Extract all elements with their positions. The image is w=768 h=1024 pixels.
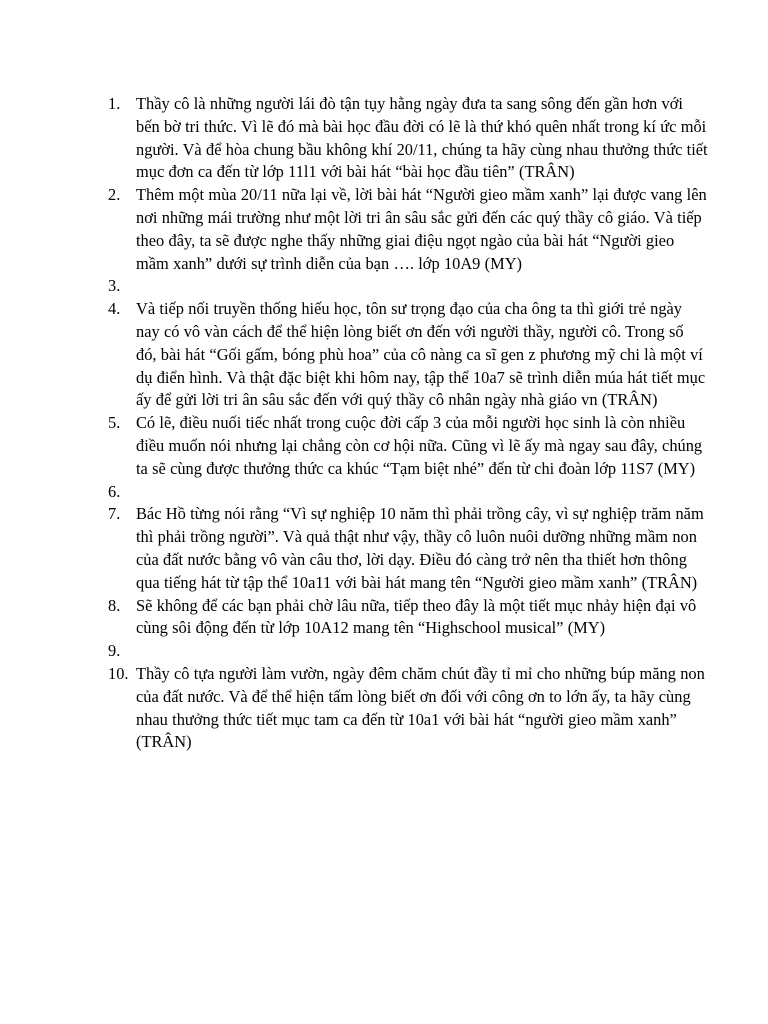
list-item-text: Sẽ không để các bạn phải chờ lâu nữa, tiếp theo đây là một tiết mục nhảy hiện đại vô cùng sôi động đến từ lớp 10A12 mang tên “Highschool musical” (MY) xyxy=(136,595,697,638)
list-item-number: 9. xyxy=(108,641,121,661)
list-item-text: Và tiếp nối truyền thống hiếu học, tôn sư trọng đạo của cha ông ta thì giới trẻ ngày nay có vô vàn cách để thể hiện lòng biết ơn đến với người thầy, người cô. Trong số đó, bài hát “Gối gấm, bóng phù hoa” của cô nàng ca sĩ gen z phương mỹ chi là một ví dụ điển hình. Và thật đặc biệt khi hôm nay, tập thể 10a7 sẽ trình diễn múa hát tiết mục ấy để gửi lời tri ân sâu sắc đến với quý thầy cô nhân ngày nhà giáo vn (TRÂN) xyxy=(136,299,706,410)
list-item-text xyxy=(136,640,708,663)
list-item xyxy=(108,184,708,275)
list-item xyxy=(108,93,708,184)
list-item-text: Thầy cô là những người lái đò tận tụy hằng ngày đưa ta sang sông đến gần hơn với bến bờ tri thức. Vì lẽ đó mà bài học đầu đời có lẽ là thứ khó quên nhất trong kí ức mỗi người. Và để hòa chung bầu không khí 20/11, chúng ta hãy cùng nhau thưởng thức tiết mục đơn ca đến từ lớp 11l1 với bài hát “bài học đầu tiên” (TRÂN) xyxy=(136,94,708,182)
list-item xyxy=(108,503,708,594)
list-item-number: 7. xyxy=(108,504,121,524)
list-item-number: 10. xyxy=(108,663,129,683)
list-item xyxy=(108,663,708,754)
list-item xyxy=(108,481,708,504)
list-item-number: 2. xyxy=(108,185,121,205)
list-item xyxy=(108,298,708,412)
list-item-text xyxy=(136,275,708,298)
list-item-number: 1. xyxy=(108,94,121,113)
list-item-number: 6. xyxy=(108,481,121,501)
list-item xyxy=(108,412,708,480)
list-item-number: 5. xyxy=(108,413,121,433)
numbered-list xyxy=(108,93,708,754)
list-item-text: Có lẽ, điều nuối tiếc nhất trong cuộc đời cấp 3 của mỗi người học sinh là còn nhiều điều muốn nói nhưng lại chẳng còn cơ hội nữa. Cũng vì lẽ ấy mà ngay sau đây, chúng ta sẽ cùng được thưởng thức ca khúc “Tạm biệt nhé” đến từ chi đoàn lớp 11S7 (MY) xyxy=(136,413,703,478)
list-item xyxy=(108,595,708,641)
list-item-text: Bác Hồ từng nói rằng “Vì sự nghiệp 10 năm thì phải trồng cây, vì sự nghiệp trăm năm thì phải trồng người”. Và quả thật như vậy, thầy cô luôn nuôi dưỡng những mầm non của đất nước bằng vô vàn câu thơ, lời dạy. Điều đó càng trở nên tha thiết hơn thông qua tiếng hát từ tập thể 10a11 với bài hát mang tên “Người gieo mầm xanh” (TRÂN) xyxy=(136,504,704,592)
list-item xyxy=(108,640,708,663)
list-item-number: 3. xyxy=(108,276,121,296)
list-item-number: 8. xyxy=(108,595,121,615)
list-item-text: Thêm một mùa 20/11 nữa lại về, lời bài hát “Người gieo mầm xanh” lại được vang lên nơi những mái trường như một lời tri ân sâu sắc gửi đến các quý thầy cô giáo. Và tiếp theo đây, ta sẽ được nghe thấy những giai điệu ngọt ngào của bài hát “Người gieo mầm xanh” dưới sự trình diễn của bạn …. lớp 10A9 (MY) xyxy=(136,185,707,273)
list-item xyxy=(108,275,708,298)
list-item-text: Thầy cô tựa người làm vườn, ngày đêm chăm chút đầy tỉ mỉ cho những búp măng non của đất nước. Và để thể hiện tấm lòng biết ơn đối với công ơn to lớn ấy, ta hãy cùng nhau thưởng thức tiết mục tam ca đến từ 10a1 với bài hát “người gieo mầm xanh” (TRÂN) xyxy=(136,663,705,752)
list-item-text xyxy=(136,481,708,504)
list-item-number: 4. xyxy=(108,299,121,319)
